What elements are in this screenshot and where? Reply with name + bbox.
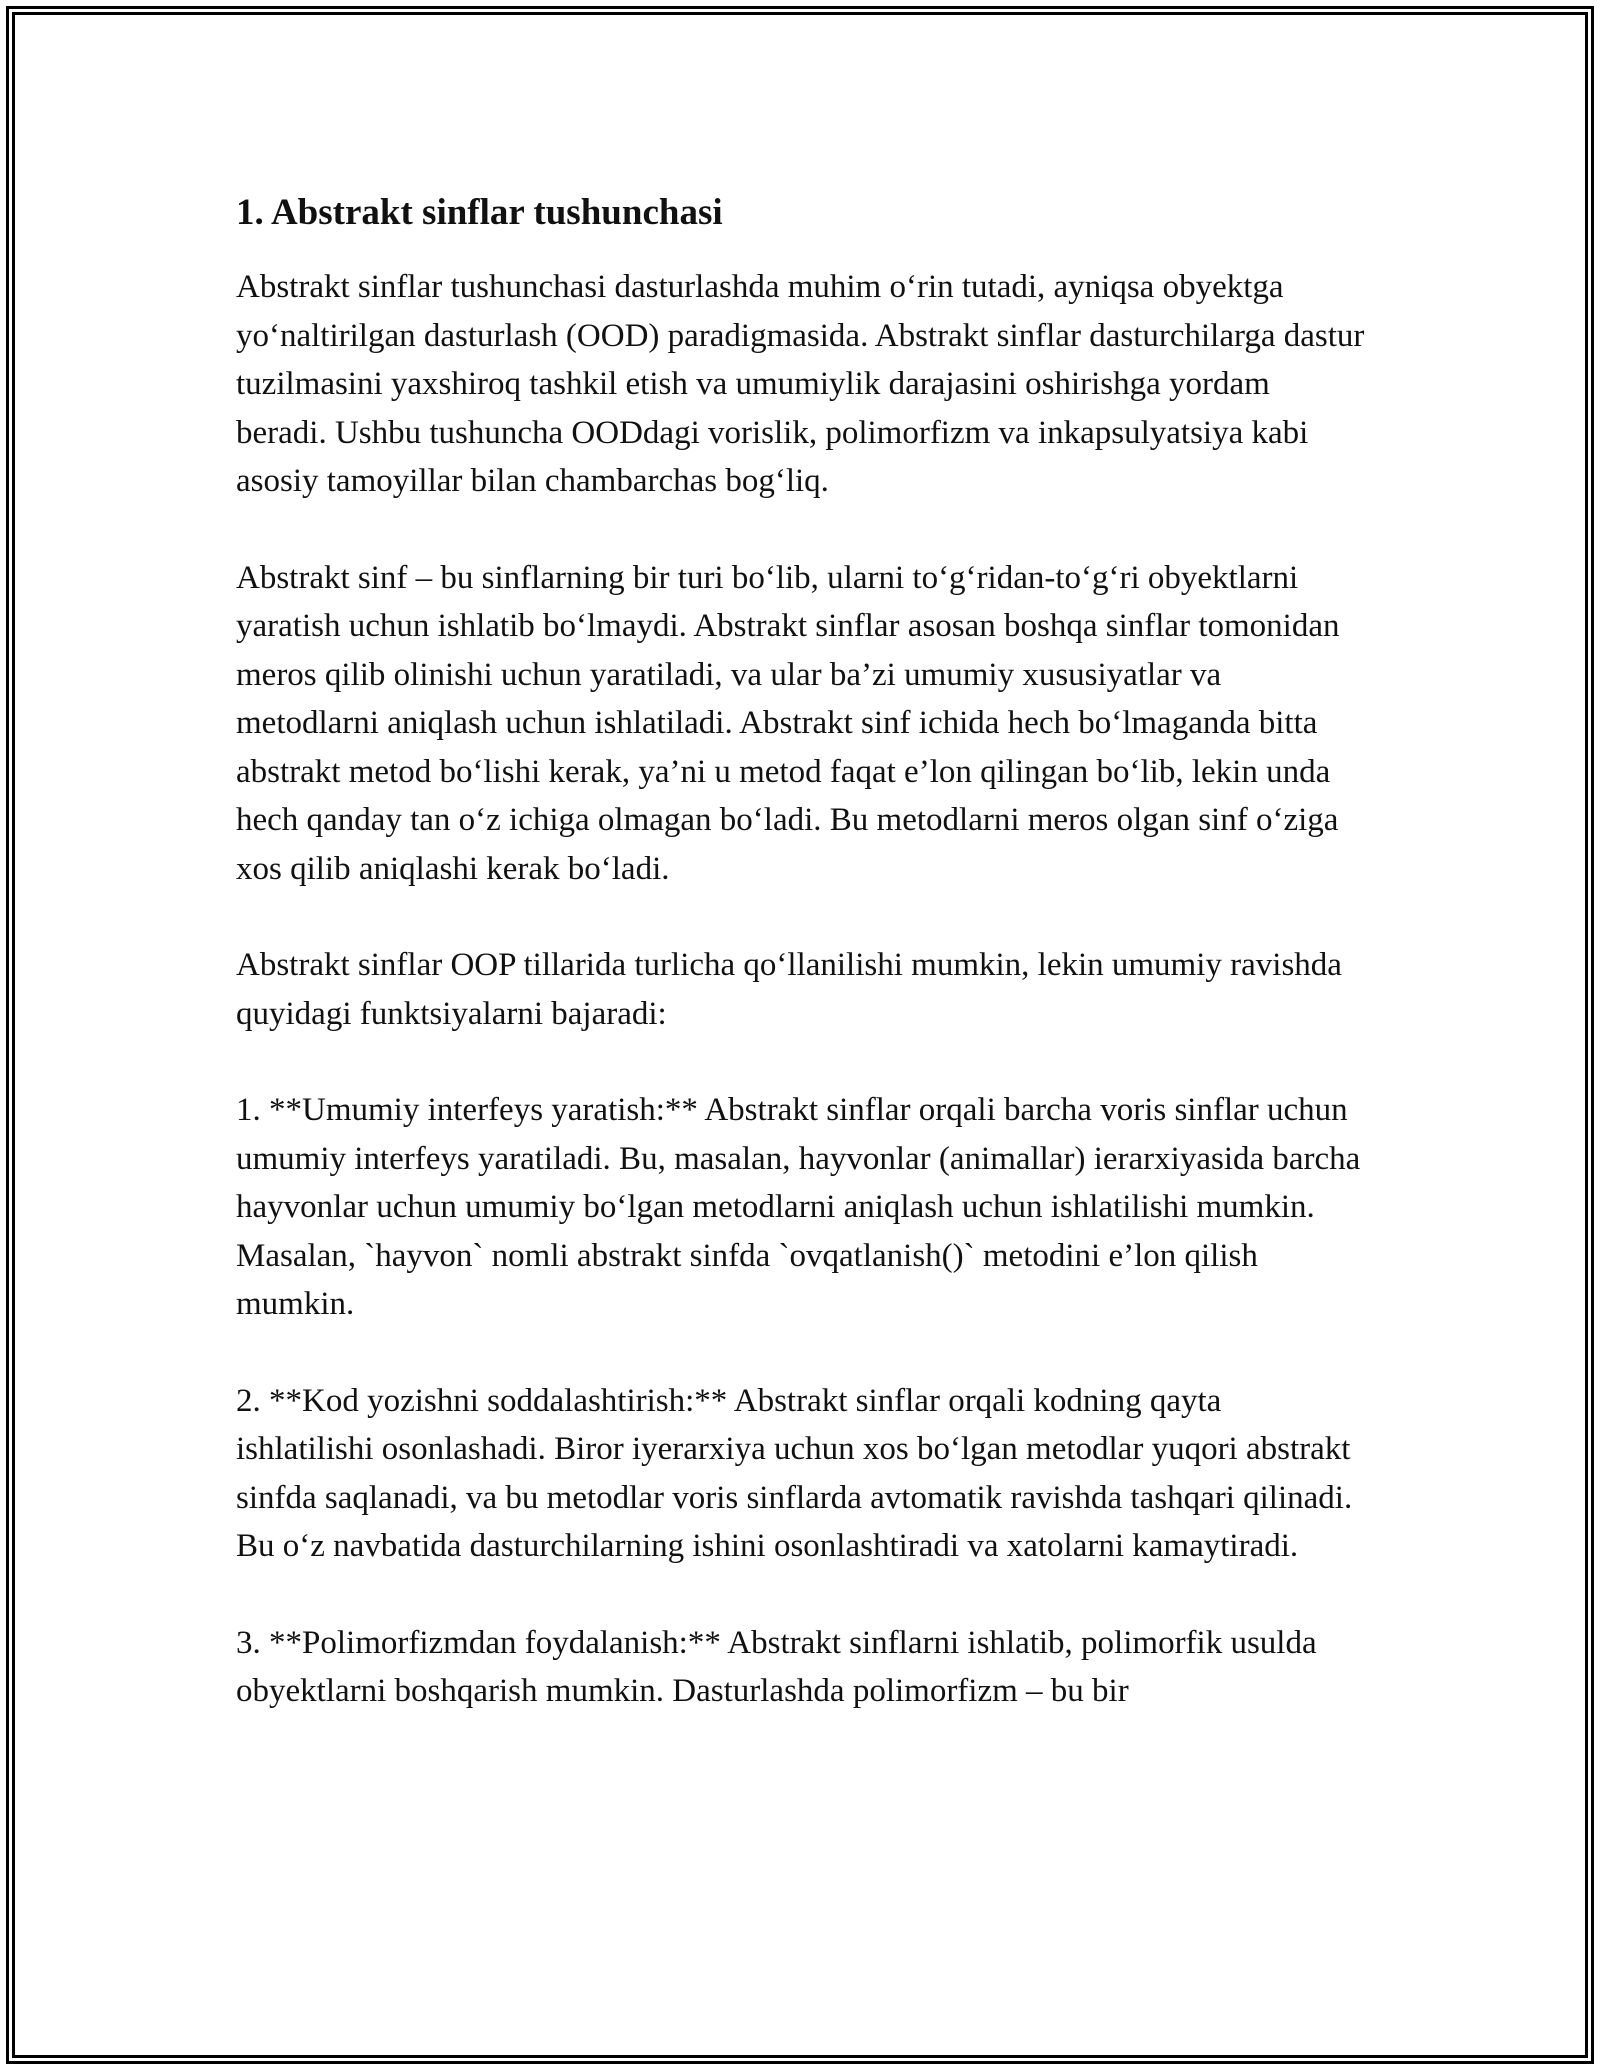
paragraph-definition: Abstrakt sinf – bu sinflarning bir turi bo‘lib, ularni to‘g‘ridan-to‘g‘ri obyektlarni yaratish uchun ishlatib bo‘lmaydi. Abstrakt sinflar asosan boshqa sinflar tomonidan meros qilib olinishi uchun yaratiladi, va ular ba’zi umumiy xususiyatlar va metodlarni aniqlash uchun ishlatiladi. Abstrakt sinf ichida hech bo‘lmaganda bitta abstrakt metod bo‘lishi kerak, ya’ni u metod faqat e’lon qilingan bo‘lib, lekin unda hech qanday tan o‘z ichiga olmagan bo‘ladi. Bu metodlarni meros olgan sinf o‘ziga xos qilib aniqlashi kerak bo‘ladi.	[236, 559, 1340, 887]
list-item-code-simplification: 2. **Kod yozishni soddalashtirish:** Abstrakt sinflar orqali kodning qayta ishlatilishi osonlashadi. Biror iyerarxiya uchun xos bo‘lgan metodlar yuqori abstrakt sinfda saqlanadi, va bu metodlar voris sinflarda avtomatik ravishda tashqari qilinadi. Bu o‘z navbatida dasturchilarning ishini osonlashtiradi va xatolarni kamaytiradi.	[236, 1382, 1353, 1564]
list-item-common-interface: 1. **Umumiy interfeys yaratish:** Abstrakt sinflar orqali barcha voris sinflar uchun umumiy interfeys yaratiladi. Bu, masalan, hayvonlar (animallar) ierarxiyasida barcha hayvonlar uchun umumiy bo‘lgan metodlarni aniqlash uchun ishlatilishi mumkin. Masalan, `hayvon` nomli abstrakt sinfda `ovqatlanish()` metodini e’lon qilish mumkin.	[236, 1092, 1361, 1322]
document-body	[236, 185, 1366, 1716]
paragraph-intro: Abstrakt sinflar tushunchasi dasturlashda muhim o‘rin tutadi, ayniqsa obyektga yo‘naltirilgan dasturlash (OOD) paradigmasida. Abstrakt sinflar dasturchilarga dastur tuzilmasini yaxshiroq tashkil etish va umumiylik darajasini oshirishga yordam beradi. Ushbu tushuncha OODdagi vorislik, polimorfizm va inkapsulyatsiya kabi asosiy tamoyillar bilan chambarchas bog‘liq.	[236, 269, 1365, 499]
paragraph-functions-intro: Abstrakt sinflar OOP tillarida turlicha qo‘llanilishi mumkin, lekin umumiy ravishda quyidagi funktsiyalarni bajaradi:	[236, 947, 1342, 1032]
section-heading: 1. Abstrakt sinflar tushunchasi	[236, 192, 723, 233]
list-item-polymorphism: 3. **Polimorfizmdan foydalanish:** Abstrakt sinflarni ishlatib, polimorfik usulda obyektlarni boshqarish mumkin. Dasturlashda polimorfizm – bu bir	[236, 1624, 1317, 1709]
